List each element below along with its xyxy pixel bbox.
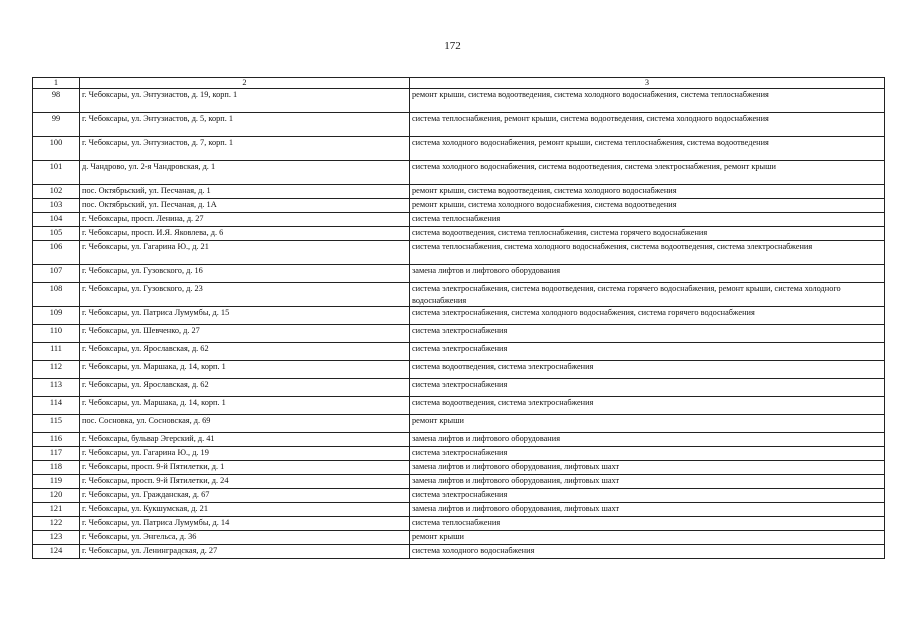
works-cell: система водоотведения, система теплоснабжения, система горячего водоснабжения	[410, 227, 885, 241]
address-cell: г. Чебоксары, ул. Гражданская, д. 67	[80, 489, 410, 503]
works-cell: система холодного водоснабжения, система водоотведения, система электроснабжения, ремонт крыши	[410, 161, 885, 185]
works-cell: система водоотведения, система электроснабжения	[410, 397, 885, 415]
table-row	[33, 325, 885, 343]
row-number-cell: 103	[33, 199, 80, 213]
address-cell: пос. Октябрьский, ул. Песчаная, д. 1А	[80, 199, 410, 213]
address-cell: г. Чебоксары, просп. И.Я. Яковлева, д. 6	[80, 227, 410, 241]
works-cell: система теплоснабжения, система холодного водоснабжения, система водоотведения, система электроснабжения	[410, 241, 885, 265]
row-number-cell: 104	[33, 213, 80, 227]
works-cell: система теплоснабжения	[410, 213, 885, 227]
row-number-cell: 118	[33, 461, 80, 475]
row-number-cell: 102	[33, 185, 80, 199]
address-cell: г. Чебоксары, ул. Гузовского, д. 23	[80, 283, 410, 307]
works-cell: ремонт крыши, система водоотведения, система холодного водоснабжения	[410, 185, 885, 199]
works-cell: система холодного водоснабжения, ремонт крыши, система теплоснабжения, система водоотведения	[410, 137, 885, 161]
row-number-cell: 101	[33, 161, 80, 185]
table-row	[33, 531, 885, 545]
address-cell: г. Чебоксары, ул. Шевченко, д. 27	[80, 325, 410, 343]
works-cell: система водоотведения, система электроснабжения	[410, 361, 885, 379]
works-cell: система теплоснабжения, ремонт крыши, система водоотведения, система холодного водоснабжения	[410, 113, 885, 137]
row-number-cell: 113	[33, 379, 80, 397]
table-row	[33, 227, 885, 241]
row-number-cell: 122	[33, 517, 80, 531]
row-number-cell: 108	[33, 283, 80, 307]
table-row	[33, 379, 885, 397]
works-cell: система электроснабжения	[410, 379, 885, 397]
page-number: 172	[444, 40, 461, 52]
address-cell: г. Чебоксары, ул. Гагарина Ю., д. 21	[80, 241, 410, 265]
address-cell: г. Чебоксары, просп. Ленина, д. 27	[80, 213, 410, 227]
table-row	[33, 503, 885, 517]
table-row	[33, 265, 885, 283]
row-number-cell: 110	[33, 325, 80, 343]
table-row	[33, 137, 885, 161]
works-cell: система электроснабжения	[410, 447, 885, 461]
address-cell: пос. Сосновка, ул. Сосновская, д. 69	[80, 415, 410, 433]
table-row	[33, 185, 885, 199]
works-cell: замена лифтов и лифтового оборудования, лифтовых шахт	[410, 475, 885, 489]
table-row	[33, 447, 885, 461]
works-cell: система электроснабжения	[410, 343, 885, 361]
row-number-cell: 120	[33, 489, 80, 503]
table-row	[33, 489, 885, 503]
row-number-cell: 100	[33, 137, 80, 161]
address-cell: г. Чебоксары, ул. Патриса Лумумбы, д. 15	[80, 307, 410, 325]
table-header-row	[33, 78, 885, 89]
row-number-cell: 109	[33, 307, 80, 325]
works-cell: ремонт крыши, система холодного водоснабжения, система водоотведения	[410, 199, 885, 213]
row-number-cell: 107	[33, 265, 80, 283]
works-cell: замена лифтов и лифтового оборудования, лифтовых шахт	[410, 461, 885, 475]
works-cell: система теплоснабжения	[410, 517, 885, 531]
header-cell-1: 1	[33, 78, 80, 89]
works-cell: ремонт крыши	[410, 531, 885, 545]
address-cell: г. Чебоксары, ул. Маршака, д. 14, корп. 1	[80, 361, 410, 379]
row-number-cell: 121	[33, 503, 80, 517]
address-cell: г. Чебоксары, просп. 9-й Пятилетки, д. 24	[80, 475, 410, 489]
works-cell: ремонт крыши	[410, 415, 885, 433]
address-cell: г. Чебоксары, ул. Ленинградская, д. 27	[80, 545, 410, 559]
row-number-cell: 123	[33, 531, 80, 545]
address-cell: г. Чебоксары, ул. Гузовского, д. 16	[80, 265, 410, 283]
address-cell: г. Чебоксары, ул. Маршака, д. 14, корп. 1	[80, 397, 410, 415]
row-number-cell: 106	[33, 241, 80, 265]
address-cell: г. Чебоксары, бульвар Эгерский, д. 41	[80, 433, 410, 447]
header-cell-3: 3	[410, 78, 885, 89]
table-row	[33, 397, 885, 415]
address-cell: д. Чандрово, ул. 2-я Чандровская, д. 1	[80, 161, 410, 185]
table-row	[33, 343, 885, 361]
works-cell: замена лифтов и лифтового оборудования	[410, 433, 885, 447]
row-number-cell: 114	[33, 397, 80, 415]
row-number-cell: 115	[33, 415, 80, 433]
address-cell: г. Чебоксары, ул. Ярославская, д. 62	[80, 343, 410, 361]
row-number-cell: 116	[33, 433, 80, 447]
table-row	[33, 199, 885, 213]
works-cell: система электроснабжения, система холодного водоснабжения, система горячего водоснабжения	[410, 307, 885, 325]
row-number-cell: 124	[33, 545, 80, 559]
row-number-cell: 112	[33, 361, 80, 379]
table-row	[33, 241, 885, 265]
address-cell: пос. Октябрьский, ул. Песчаная, д. 1	[80, 185, 410, 199]
table-row	[33, 283, 885, 307]
table-row	[33, 461, 885, 475]
address-cell: г. Чебоксары, ул. Энтузиастов, д. 7, корп. 1	[80, 137, 410, 161]
table-row	[33, 213, 885, 227]
table-row	[33, 475, 885, 489]
works-cell: система электроснабжения	[410, 489, 885, 503]
row-number-cell: 105	[33, 227, 80, 241]
address-cell: г. Чебоксары, ул. Энтузиастов, д. 5, корп. 1	[80, 113, 410, 137]
table-row	[33, 307, 885, 325]
table-row	[33, 161, 885, 185]
registry-table	[32, 77, 885, 559]
works-cell: замена лифтов и лифтового оборудования, лифтовых шахт	[410, 503, 885, 517]
row-number-cell: 111	[33, 343, 80, 361]
table-row	[33, 545, 885, 559]
table-row	[33, 415, 885, 433]
row-number-cell: 117	[33, 447, 80, 461]
address-cell: г. Чебоксары, ул. Патриса Лумумбы, д. 14	[80, 517, 410, 531]
works-cell: система холодного водоснабжения	[410, 545, 885, 559]
address-cell: г. Чебоксары, просп. 9-й Пятилетки, д. 1	[80, 461, 410, 475]
registry-table-body	[33, 78, 885, 559]
table-row	[33, 89, 885, 113]
works-cell: ремонт крыши, система водоотведения, система холодного водоснабжения, система теплоснабжения	[410, 89, 885, 113]
address-cell: г. Чебоксары, ул. Ярославская, д. 62	[80, 379, 410, 397]
row-number-cell: 99	[33, 113, 80, 137]
works-cell: система электроснабжения, система водоотведения, система горячего водоснабжения, ремонт крыши, система холодного водоснабжения	[410, 283, 885, 307]
row-number-cell: 119	[33, 475, 80, 489]
table-row	[33, 517, 885, 531]
address-cell: г. Чебоксары, ул. Гагарина Ю., д. 19	[80, 447, 410, 461]
table-row	[33, 433, 885, 447]
works-cell: система электроснабжения	[410, 325, 885, 343]
table-row	[33, 361, 885, 379]
row-number-cell: 98	[33, 89, 80, 113]
header-cell-2: 2	[80, 78, 410, 89]
address-cell: г. Чебоксары, ул. Кукшумская, д. 21	[80, 503, 410, 517]
works-cell: замена лифтов и лифтового оборудования	[410, 265, 885, 283]
address-cell: г. Чебоксары, ул. Энгельса, д. 36	[80, 531, 410, 545]
table-row	[33, 113, 885, 137]
address-cell: г. Чебоксары, ул. Энтузиастов, д. 19, корп. 1	[80, 89, 410, 113]
